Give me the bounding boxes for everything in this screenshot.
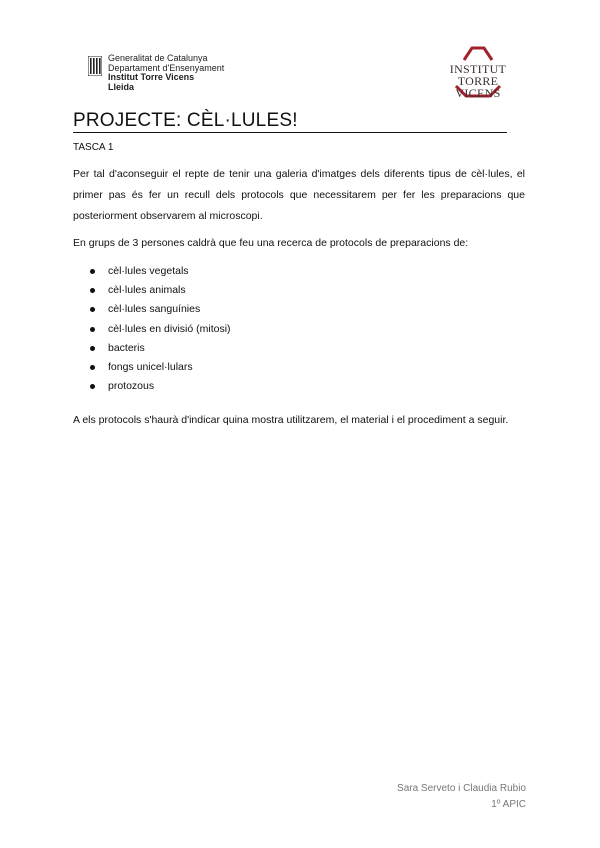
- list-item: [73, 300, 231, 319]
- bullet-icon: [90, 365, 95, 370]
- list-item: [73, 320, 231, 339]
- groups-paragraph: En grups de 3 persones caldrà que feu una recerca de protocols de preparacions de:: [73, 237, 469, 249]
- school-name: Institut Torre Vicens: [108, 72, 195, 82]
- task-label: TASCA 1: [73, 142, 114, 153]
- list-item: [73, 339, 231, 358]
- bullet-icon: [90, 346, 95, 351]
- bullet-icon: [90, 288, 95, 293]
- list-item: [73, 377, 231, 396]
- list-item-label: cèl·lules en divisió (mitosi): [108, 322, 231, 335]
- intro-paragraph: Per tal d'aconseguir el repte de tenir una galeria d'imatges dels diferents tipus de cèl·lules, el primer pas és fer un recull dels protocols que necessitarem per fer les preparacions que posteriorment observarem al microscopi.: [73, 168, 525, 222]
- school-logo-line-2: TORRE VICENS: [455, 74, 501, 100]
- footer-authors: Sara Serveto i Claudia Rubio: [397, 783, 526, 794]
- bullet-icon: [90, 327, 95, 332]
- list-item: [73, 358, 231, 377]
- school-logo-line-1: INSTITUT: [449, 62, 507, 76]
- list-item: [73, 262, 231, 281]
- list-item-label: bacteris: [108, 341, 145, 354]
- footer-class: 1º APIC: [491, 799, 526, 810]
- gencat-line-1: Generalitat de Catalunya: [108, 53, 208, 63]
- list-item-label: cèl·lules animals: [108, 284, 186, 297]
- footer: [397, 781, 526, 813]
- preparations-list: [73, 262, 231, 396]
- bullet-icon: [90, 269, 95, 274]
- bullet-icon: [90, 307, 95, 312]
- gencat-header: [88, 54, 224, 92]
- gencat-text: [108, 54, 224, 92]
- bullet-icon: [90, 384, 95, 389]
- title-underline: [73, 132, 507, 133]
- protocols-paragraph: A els protocols s'haurà d'indicar quina mostra utilitzarem, el material i el procediment a seguir.: [73, 414, 509, 426]
- gencat-emblem-icon: [88, 56, 102, 76]
- list-item-label: fongs unicel·lulars: [108, 360, 193, 373]
- list-item-label: cèl·lules vegetals: [108, 265, 189, 277]
- list-item-label: protozous: [108, 380, 155, 393]
- list-item-label: cèl·lules sanguínies: [108, 303, 201, 316]
- school-logo-text: [434, 63, 522, 99]
- page-title: PROJECTE: CÈL·LULES!: [73, 110, 298, 131]
- list-item: [73, 281, 231, 300]
- gencat-line-2: Departament d'Ensenyament: [108, 62, 225, 73]
- school-city: Lleida: [108, 81, 135, 92]
